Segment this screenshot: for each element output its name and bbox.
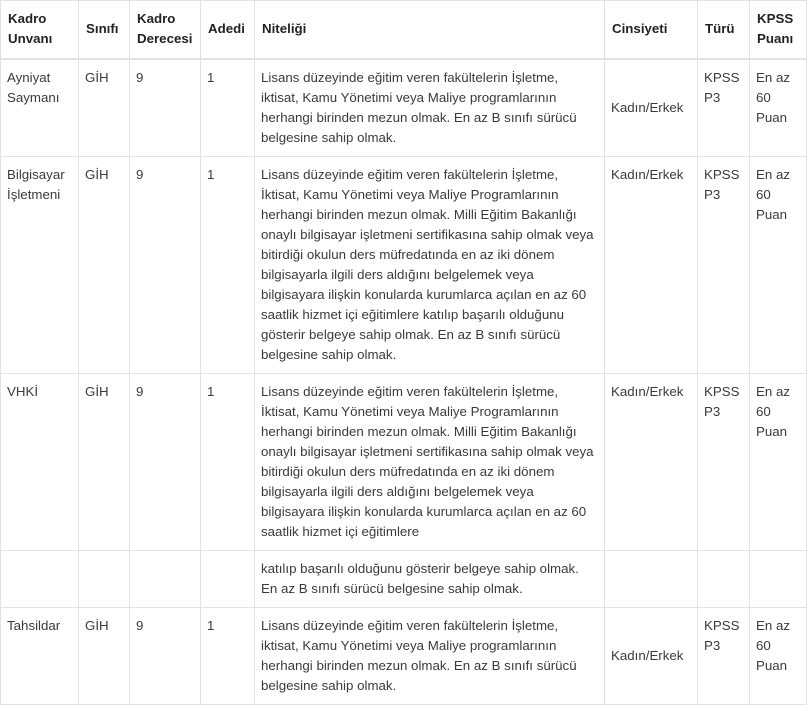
- cell-adedi: 1: [201, 156, 255, 373]
- cell-turu: KPSS P3: [698, 59, 750, 157]
- cell-kpss-puani: En az 60 Puan: [750, 373, 807, 550]
- cell-niteligi: Lisans düzeyinde eğitim veren fakültelerin İşletme, iktisat, Kamu Yönetimi veya Maliye programlarının herhangi birinden mezun olmak. En az B sınıfı sürücü belgesine sahip olmak.: [255, 607, 605, 704]
- cell-sinifi: GİH: [79, 59, 130, 157]
- cell-sinifi: GİH: [79, 373, 130, 550]
- cell-kadro-unvani: [1, 550, 79, 607]
- cell-kadro-derecesi: 9: [130, 607, 201, 704]
- cell-kpss-puani: [750, 550, 807, 607]
- header-cinsiyeti: Cinsiyeti: [605, 1, 698, 59]
- cell-niteligi: Lisans düzeyinde eğitim veren fakültelerin İşletme, İktisat, Kamu Yönetimi veya Maliye Programlarının herhangi birinden mezun olmak. Milli Eğitim Bakanlığı onaylı bilgisayar işletmeni sertifikasına sahip olmak veya bitirdiği okulun ders müfredatında en az iki dönem bilgisayarla ilgili ders aldığını belgelemek veya bilgisayara ilişkin konularda kurumlarca açılan en az 60 saatlik hizmet içi eğitimlere katılıp başarılı olduğunu gösterir belgeye sahip olmak. En az B sınıfı sürücü belgesine sahip olmak.: [255, 156, 605, 373]
- cell-cinsiyeti: Kadın/Erkek: [605, 156, 698, 373]
- cell-cinsiyeti: [605, 550, 698, 607]
- cell-turu: KPSS P3: [698, 607, 750, 704]
- cell-cinsiyeti: Kadın/Erkek: [605, 373, 698, 550]
- cell-kadro-unvani: Tahsildar: [1, 607, 79, 704]
- cell-sinifi: GİH: [79, 607, 130, 704]
- cell-kadro-unvani: Ayniyat Saymanı: [1, 59, 79, 157]
- header-kadro-unvani: Kadro Unvanı: [1, 1, 79, 59]
- table-row: [1, 59, 807, 157]
- cell-adedi: [201, 550, 255, 607]
- cell-adedi: 1: [201, 373, 255, 550]
- header-kpss-puani: KPSS Puanı: [750, 1, 807, 59]
- cell-kadro-unvani: VHKİ: [1, 373, 79, 550]
- table-row: [1, 550, 807, 607]
- cell-cinsiyeti: Kadın/Erkek: [605, 59, 698, 157]
- cell-adedi: 1: [201, 607, 255, 704]
- cell-adedi: 1: [201, 59, 255, 157]
- cell-kadro-derecesi: 9: [130, 373, 201, 550]
- header-kadro-derecesi: Kadro Derecesi: [130, 1, 201, 59]
- cell-turu: KPSS P3: [698, 373, 750, 550]
- cell-niteligi: Lisans düzeyinde eğitim veren fakültelerin İşletme, İktisat, Kamu Yönetimi veya Maliye Programlarının herhangi birinden mezun olmak. Milli Eğitim Bakanlığı onaylı bilgisayar işletmeni sertifikasına sahip olmak veya bitirdiği okulun ders müfredatında en az iki dönem bilgisayarla ilgili ders aldığını belgelemek veya bilgisayara ilişkin konularda kurumlarca açılan en az 60 saatlik hizmet içi eğitimlere: [255, 373, 605, 550]
- header-adedi: Adedi: [201, 1, 255, 59]
- cell-sinifi: GİH: [79, 156, 130, 373]
- cell-kpss-puani: En az 60 Puan: [750, 156, 807, 373]
- cell-kadro-derecesi: 9: [130, 156, 201, 373]
- cell-sinifi: [79, 550, 130, 607]
- cell-kadro-derecesi: 9: [130, 59, 201, 157]
- table-row: [1, 156, 807, 373]
- header-sinifi: Sınıfı: [79, 1, 130, 59]
- cell-niteligi: Lisans düzeyinde eğitim veren fakültelerin İşletme, iktisat, Kamu Yönetimi veya Maliye programlarının herhangi birinden mezun olmak. En az B sınıfı sürücü belgesine sahip olmak.: [255, 59, 605, 157]
- cell-cinsiyeti: Kadın/Erkek: [605, 607, 698, 704]
- cell-kpss-puani: En az 60 Puan: [750, 59, 807, 157]
- cell-niteligi: katılıp başarılı olduğunu gösterir belgeye sahip olmak. En az B sınıfı sürücü belgesine sahip olmak.: [255, 550, 605, 607]
- cell-kadro-unvani: Bilgisayar İşletmeni: [1, 156, 79, 373]
- table-header-row: [1, 1, 807, 59]
- cell-kadro-derecesi: [130, 550, 201, 607]
- cell-turu: [698, 550, 750, 607]
- table-row: [1, 607, 807, 704]
- table-row: [1, 373, 807, 550]
- header-turu: Türü: [698, 1, 750, 59]
- header-niteligi: Niteliği: [255, 1, 605, 59]
- cell-kpss-puani: En az 60 Puan: [750, 607, 807, 704]
- cell-turu: KPSS P3: [698, 156, 750, 373]
